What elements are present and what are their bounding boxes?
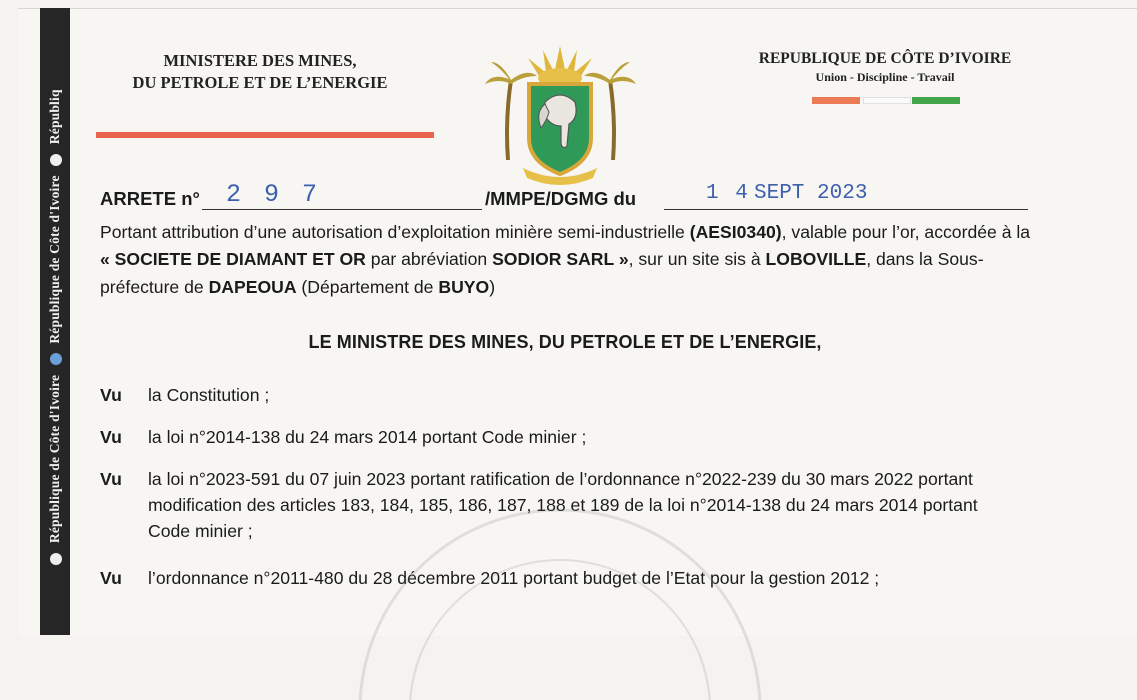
side-band-segment: Républiq [47,89,62,145]
flag-stripe-orange [812,97,860,104]
consideration-text: l’ordonnance n°2011-480 du 28 décembre 2011 portant budget de l’Etat pour la gestion 2012 ; [148,568,880,588]
coat-of-arms-emblem [483,40,638,186]
seal-icon [50,353,62,365]
consideration-text: la Constitution ; [148,385,270,405]
object-text: par abréviation [365,249,493,270]
side-band-segment: République de Côte d'Ivoire [47,175,62,344]
red-divider [96,132,434,138]
object-text: ) [489,276,496,297]
circle-icon [50,553,62,565]
site-name: LOBOVILLE [765,249,867,270]
minister-title: LE MINISTRE DES MINES, DU PETROLE ET DE L’ENERGIE, [308,332,822,352]
arrete-label: ARRETE n° [100,188,200,209]
side-band-segment: République de Côte d'Ivoire [47,374,62,544]
consideration-text: la loi n°2014-138 du 24 mars 2014 portant Code minier ; [148,427,587,447]
republic-name: REPUBLIQUE DE CÔTE D’IVOIRE [758,50,1012,67]
date-blank-line [664,209,1028,210]
arrete-object [100,219,1035,301]
circle-icon [50,154,62,166]
number-blank-line [202,209,482,210]
consideration-text: la loi n°2023-591 du 07 juin 2023 portant ratification de l’ordonnance n°2022-239 du 30 mars 2022 portant modification des articles 183, 184, 185, 186, 187, 188 et 189 de la loi n°2014-138 du 24 mars 2014 portant Code minier ; [148,469,978,541]
sub-prefecture: DAPEOUA [208,276,297,297]
object-text: , valable pour l’or, accordée à la [781,222,1031,242]
department: BUYO [438,276,490,297]
object-text: Portant attribution d’une autorisation d’exploitation minière semi-industrielle [100,222,690,242]
stamp-date-month-year: SEPT 2023 [754,182,868,205]
company-abbreviation: SODIOR SARL » [492,249,629,270]
flag-stripe-green [912,97,960,104]
ministry-header [100,50,420,94]
object-text: , dans la Sous-préfecture de [100,249,984,297]
object-text: , sur un site sis à [628,249,766,270]
object-text: (Département de [296,276,439,297]
company-name: « SOCIETE DE DIAMANT ET OR [100,249,366,270]
motto: Union - Discipline - Travail [815,70,955,84]
ministry-line: MINISTERE DES MINES, [163,51,357,70]
ministry-line: DU PETROLE ET DE L’ENERGIE [132,73,388,92]
arrete-ref-suffix: /MMPE/DGMG du [485,188,637,209]
stamp-date-day: 1 4 [706,182,750,205]
vu-keyword: Vu [100,469,122,489]
flag-stripes [812,97,962,104]
flag-stripe-white [863,97,911,104]
vu-keyword: Vu [100,385,122,405]
arrete-number: 2 9 7 [226,180,322,209]
object-code: (AESI0340) [689,222,782,242]
watermark-seal [260,500,860,700]
vu-keyword: Vu [100,568,122,588]
vu-keyword: Vu [100,427,122,447]
republic-header [735,49,1035,86]
side-band-text [47,0,63,660]
arrete-header-line [100,180,1040,215]
